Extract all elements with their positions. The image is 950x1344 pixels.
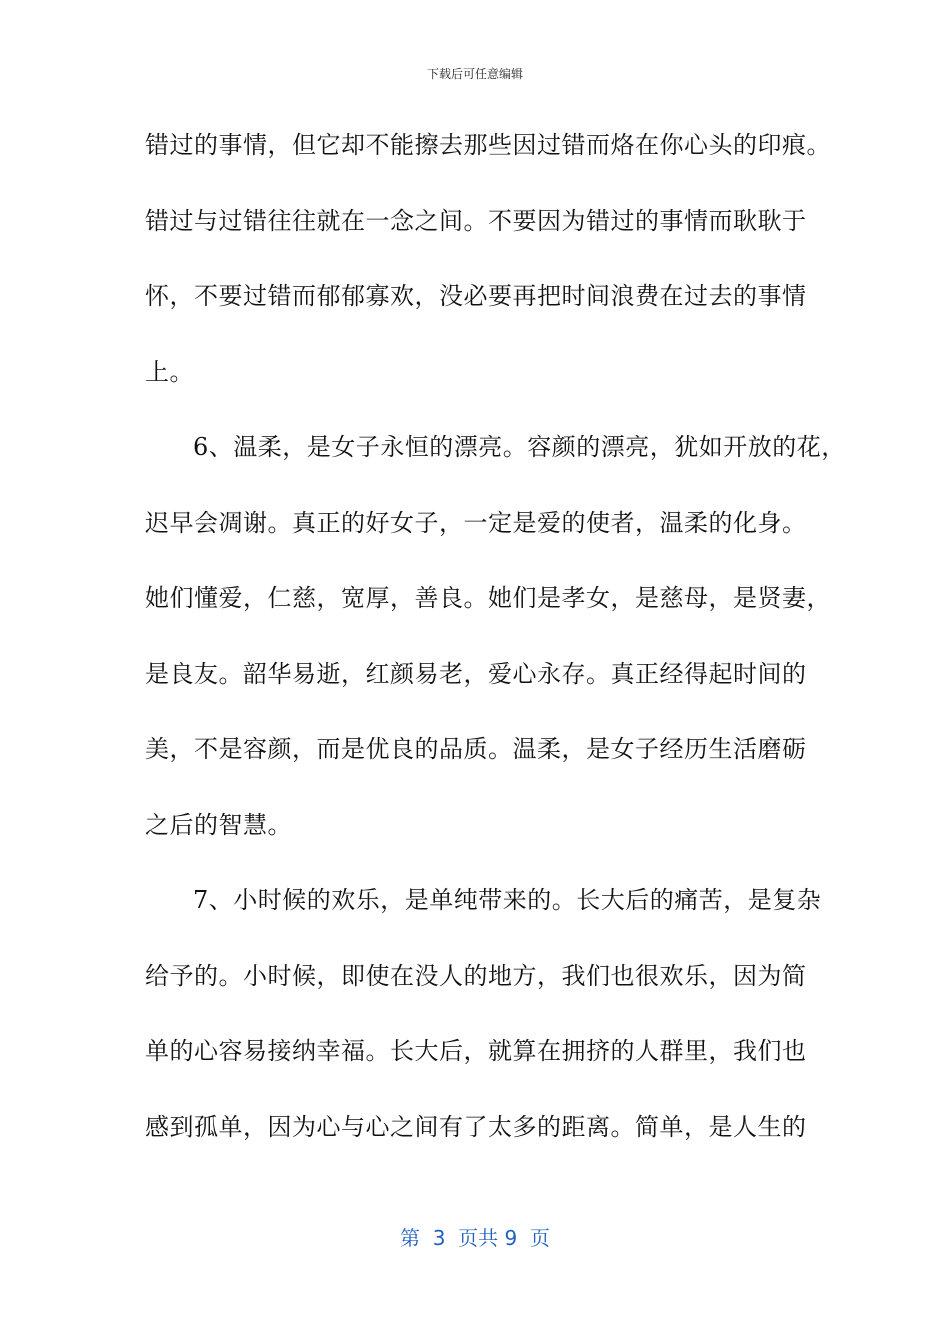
paragraph-line: 感到孤单，因为心与心之间有了太多的距离。简单，是人生的 — [145, 1112, 807, 1141]
paragraph-line: 她们懂爱，仁慈，宽厚，善良。她们是孝女，是慈母，是贤妻， — [145, 584, 831, 612]
paragraph-line: 错过的事情，但它却不能擦去那些因过错而烙在你心头的印痕。 — [145, 131, 831, 159]
paragraph-line: 错过与过错往往就在一念之间。不要因为错过的事情而耿耿于 — [145, 206, 807, 235]
paragraph-line: 之后的智慧。 — [145, 810, 292, 839]
page-header: 下载后可任意编辑 — [426, 67, 523, 81]
paragraph-line: 上。 — [145, 357, 194, 386]
paragraph-line: 7、小时候的欢乐，是单纯带来的。长大后的痛苦，是复杂 — [193, 886, 822, 914]
paragraph-line: 美，不是容颜，而是优良的品质。温柔，是女子经历生活磨砺 — [145, 735, 807, 763]
paragraph-line: 是良友。韶华易逝，红颜易老，爱心永存。真正经得起时间的 — [145, 659, 807, 688]
page-number: 第 3 页共 9 页 — [400, 1226, 550, 1250]
paragraph-line: 怀，不要过错而郁郁寡欢，没必要再把时间浪费在过去的事情 — [145, 282, 807, 310]
paragraph-line: 单的心容易接纳幸福。长大后，就算在拥挤的人群里，我们也 — [145, 1037, 807, 1065]
paragraph-line: 给予的。小时候，即使在没人的地方，我们也很欢乐，因为简 — [145, 961, 807, 990]
paragraph-line: 6、温柔，是女子永恒的漂亮。容颜的漂亮，犹如开放的花， — [193, 433, 846, 461]
document-body — [145, 122, 846, 1179]
paragraph-line: 迟早会凋谢。真正的好女子，一定是爱的使者，温柔的化身。 — [145, 508, 807, 537]
